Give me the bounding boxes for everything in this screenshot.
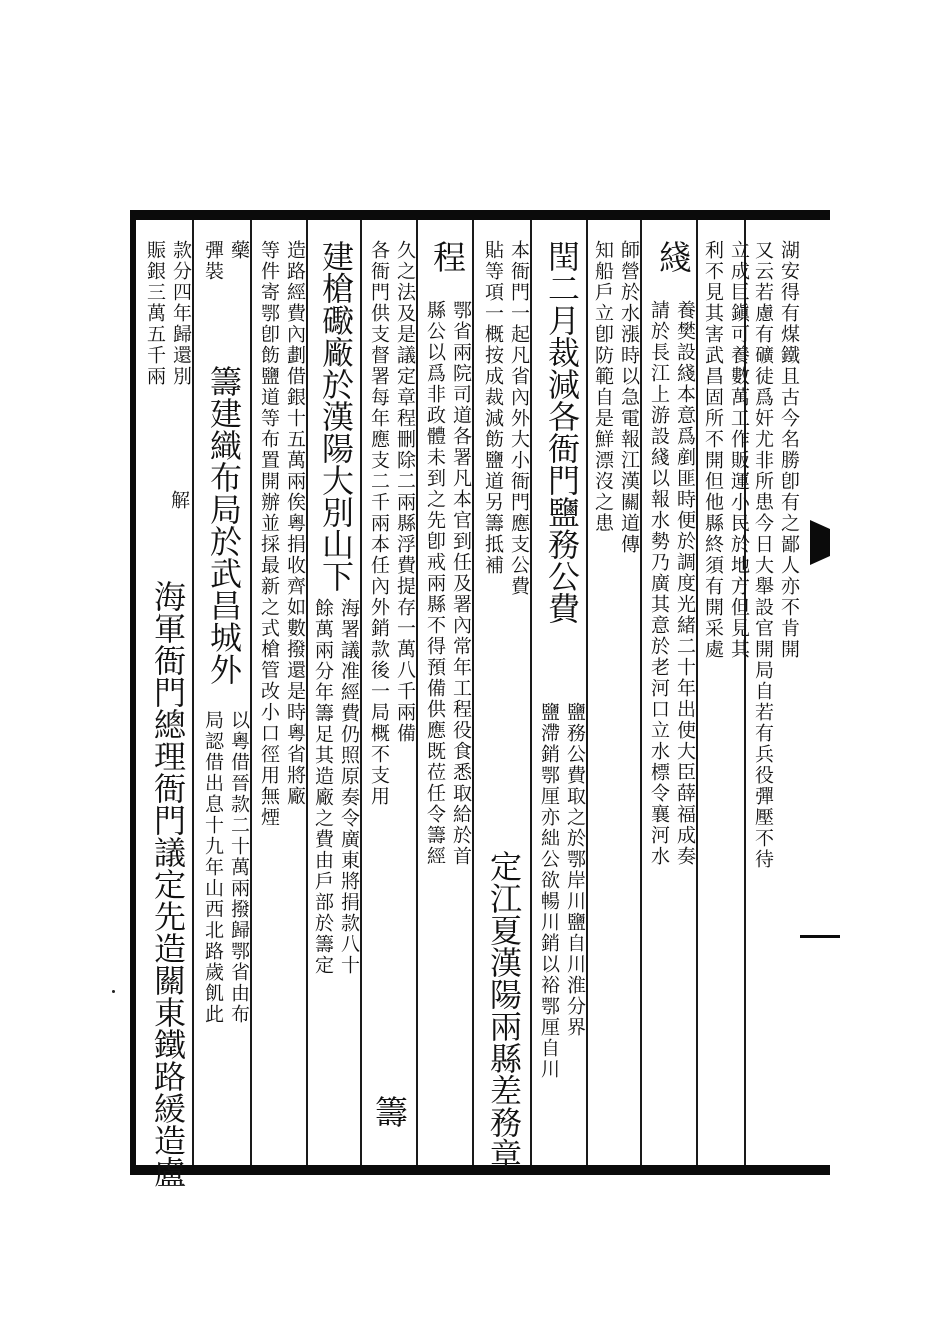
entry-heading: 定江夏漢陽兩縣差務章: [485, 850, 523, 1170]
annotation-line: 湖安得有煤鐵且古今名勝卽有之鄙人亦不肯開: [778, 240, 800, 660]
annotation-line: 請於長江上游設綫以報水勢乃廣其意於老河口立水標令襄河水: [648, 300, 670, 867]
annotation-line: 又云若慮有礦徒爲奸尤非所患今日大舉設官開局自若有兵役彈壓不待: [752, 240, 774, 870]
text-column-2: [696, 240, 750, 1155]
annotation-line: 縣公以爲非政體未到之先卽戒兩縣不得預備供應既莅任令籌經: [424, 300, 446, 867]
text-column-12: [140, 240, 192, 1188]
annotation-line: 款分四年歸還別: [170, 240, 192, 387]
text-column-3: [642, 240, 696, 1155]
entry-heading: 建槍礮廠於漢陽大別山下: [317, 240, 355, 592]
annotation-line: 師營於水漲時以急電報江漢關道傳: [618, 240, 640, 555]
annotation-line: 賑銀三萬五千兩: [144, 240, 166, 387]
text-column-8: [362, 240, 416, 1155]
annotation-line: 解: [168, 490, 190, 511]
annotation-line: 造路經費內劃借銀十五萬兩俟粵捐收齊如數撥還是時粵省將廠: [284, 240, 306, 807]
text-column-1: [746, 240, 800, 1155]
entry-heading: 程: [428, 240, 467, 275]
margin-rule: [800, 935, 840, 938]
text-column-5: [532, 240, 586, 1155]
annotation-line: 鄂省兩院司道各署凡本官到任及署內常年工程役食悉取給於首: [450, 300, 472, 867]
text-column-11: [194, 240, 250, 1155]
annotation-line: 局認借出息十九年山西北路歲飢此: [202, 710, 224, 1025]
annotation-line: 餘萬兩分年籌足其造廠之費由戶部於籌定: [312, 598, 334, 976]
annotation-line: 藥: [228, 240, 250, 261]
text-column-9: [308, 240, 360, 1155]
annotation-line: 等件寄鄂卽飭鹽道等布置開辦並採最新之式槍管改小口徑用無煙: [258, 240, 280, 828]
annotation-line: 鹽務公費取之於鄂岸川鹽自川淮分界: [564, 702, 586, 1038]
annotation-line: 久之法及是議定章程刪除二兩縣浮費提存一萬八千兩備: [394, 240, 416, 744]
text-column-10: [252, 240, 306, 1155]
annotation-line: 海署議准經費仍照原奏令廣東將捐款八十: [338, 598, 360, 976]
entry-heading: 籌: [370, 1095, 409, 1130]
annotation-line: 各衙門供支督署每年應支二千兩本任內外銷款後一局概不支用: [368, 240, 390, 807]
ink-spot: [112, 990, 115, 993]
text-column-7: [418, 240, 472, 1155]
entry-heading: 閏二月裁減各衙門鹽務公費: [543, 240, 581, 624]
annotation-line: 貼等項一概按成裁減飭鹽道另籌抵補: [482, 240, 504, 576]
text-column-6: [474, 240, 530, 1170]
text-column-4: [588, 240, 640, 1155]
page-frame: [130, 210, 830, 1188]
annotation-line: 以粵借晉款二十萬兩撥歸鄂省由布: [228, 710, 250, 1025]
entry-heading: 海軍衙門總理衙門議定先造關東鐵路緩造盧: [149, 580, 187, 1188]
annotation-line: 立成巨鎭可養數萬工作販運小民於地方但見其: [728, 240, 750, 660]
annotation-line: 養樊設綫本意爲剷匪時便於調度光緒二十年出使大臣薛福成奏: [674, 300, 696, 867]
annotation-line: 彈裝: [202, 240, 224, 282]
annotation-line: 利不見其害武昌固所不開但他縣終須有開采處: [702, 240, 724, 660]
annotation-line: 本衙門一起凡省內外大小衙門應支公費: [508, 240, 530, 597]
entry-heading: 籌建織布局於武昌城外: [205, 365, 243, 685]
annotation-line: 鹽滯銷鄂厘亦絀公欲暢川銷以裕鄂厘自川: [538, 702, 560, 1080]
entry-heading: 綫: [654, 240, 693, 275]
annotation-line: 知船戶立卽防範自是鮮漂沒之患: [592, 240, 614, 534]
